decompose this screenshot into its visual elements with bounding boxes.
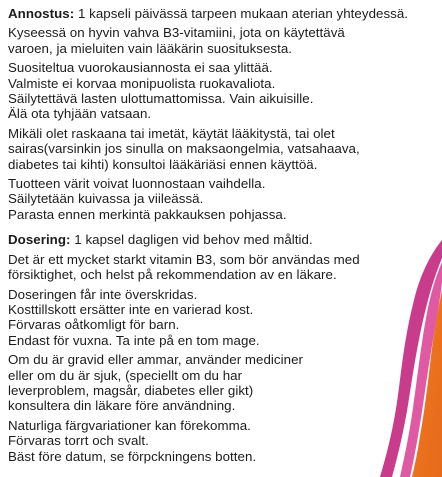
finnish-storage-info: Tuotteen värit voivat luonnostaan vaihdella. Säilytetään kuivassa ja viileässä. Parasta ennen merkintä pakkauksen pohjassa. <box>8 176 287 222</box>
finnish-usage-limits: Suositeltua vuorokausiannosta ei saa ylittää. Valmiste ei korvaa monipuolista ruokavaliota. Säilytettävä lasten ulottumattomissa. Vain aikuisille. Älä ota tyhjään vatsaan. <box>8 60 314 122</box>
finnish-strength-warning: Kyseessä on hyvin vahva B3-vitamiini, jota on käytettävä varoen, ja mieluiten vain lääkärin suosituksesta. <box>8 25 345 56</box>
swedish-dosage-heading: Dosering: <box>8 232 71 248</box>
finnish-dosage-line <box>8 6 428 21</box>
label-text-column <box>8 6 428 468</box>
finnish-medical-advice: Mikäli olet raskaana tai imetät, käytät lääkitystä, tai olet sairas(varsinkin jos sinulla on maksaongelmia, vatsahaava, diabetes tai kihti) konsultoi lääkäriäsi ennen käyttöä. <box>8 125 360 172</box>
swedish-storage-info: Naturliga färgvariationer kan förekomma. Förvaras torrt och svalt. Bäst före datum, se förpckningens botten. <box>8 417 257 464</box>
swedish-dosage-text: 1 kapsel dagligen vid behov med måltid. <box>70 232 313 248</box>
swedish-medical-advice: Om du är gravid eller ammar, använder mediciner eller om du är sjuk, (speciellt om du har leverproblem, magsår, diabetes eller gikt) konsultera din läkare före användning. <box>8 352 304 414</box>
finnish-dosage-heading: Annostus: <box>8 6 75 21</box>
swedish-strength-warning: Det är ett mycket starkt vitamin B3, som bör användas med försiktighet, och helst på rekommendation av en läkare. <box>8 251 360 283</box>
swedish-dosage-line <box>8 232 428 247</box>
swedish-usage-limits: Doseringen får inte överskridas. Kosttillskott ersätter inte en varierad kost. Förvaras oåtkomligt för barn. Endast för vuxna. Ta inte på en tom mage. <box>8 286 260 348</box>
finnish-dosage-text: 1 kapseli päivässä tarpeen mukaan aterian yhteydessä. <box>74 6 409 21</box>
